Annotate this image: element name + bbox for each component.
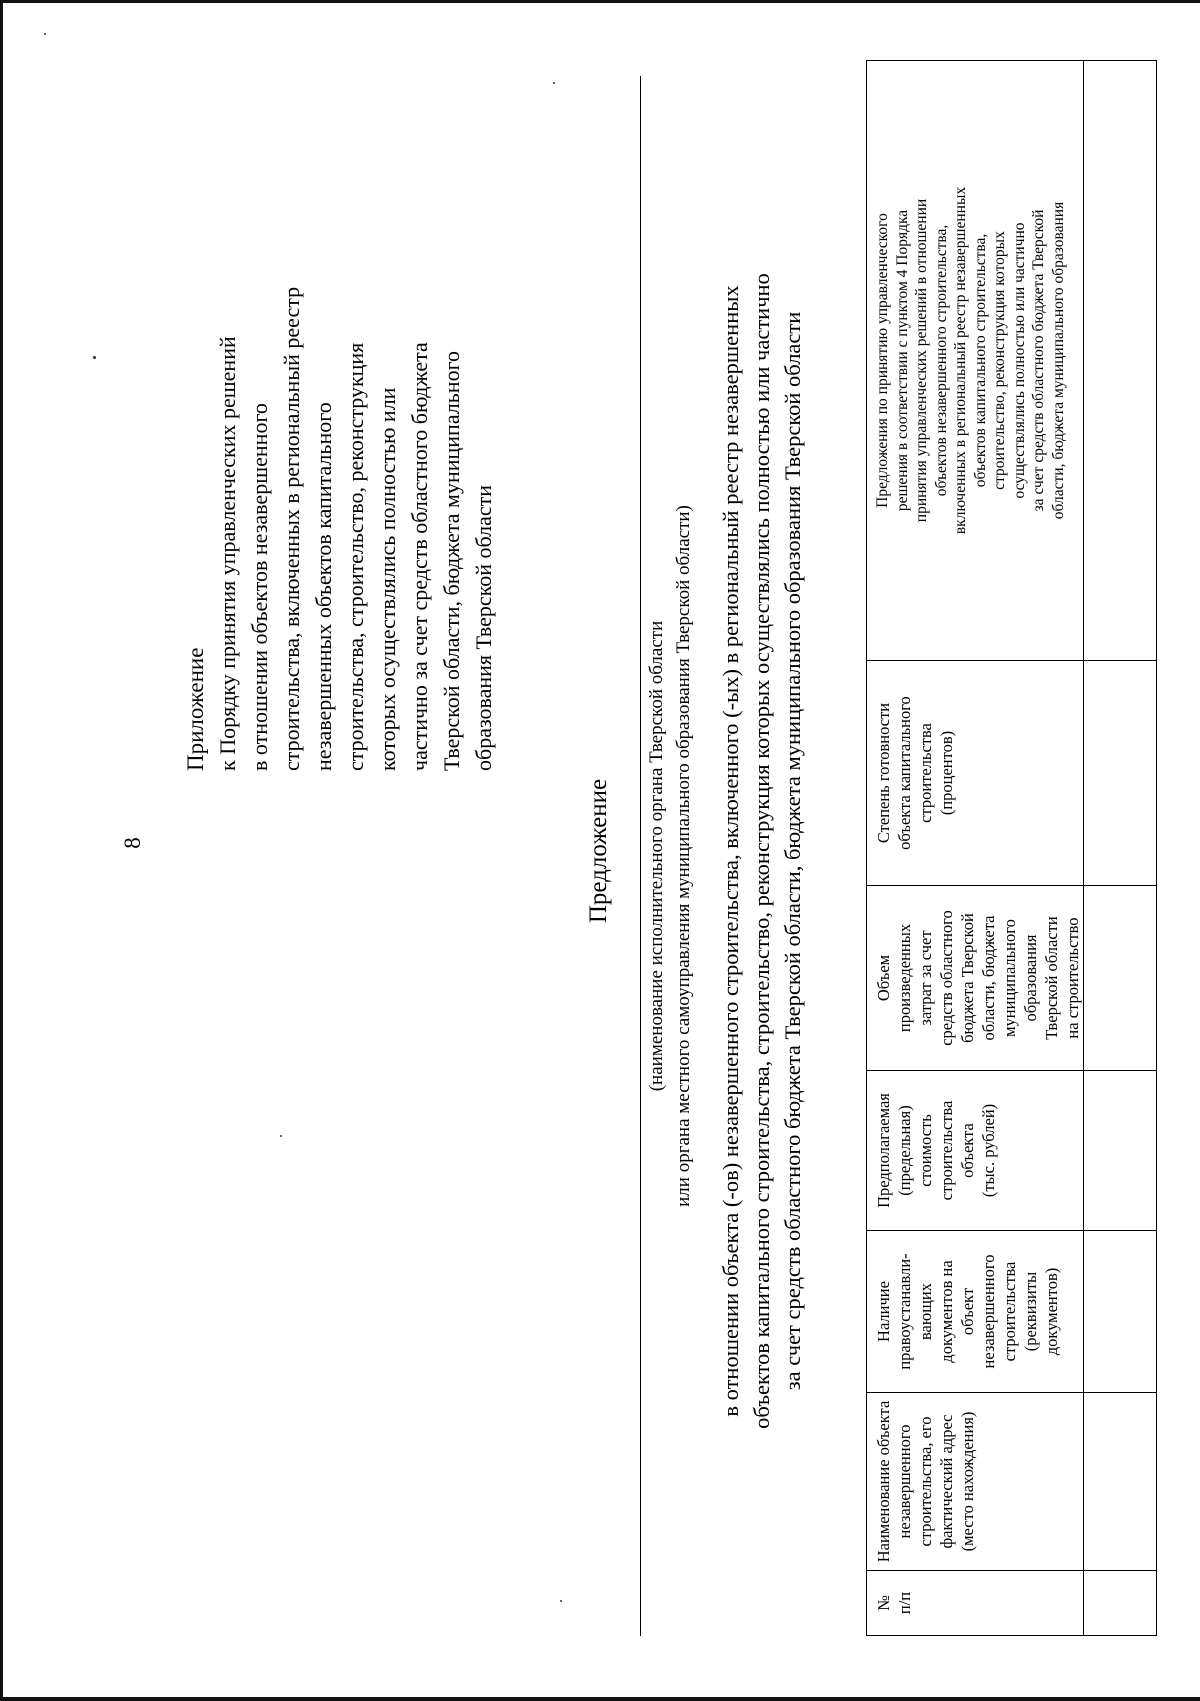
column-header-line: объект [958, 1287, 977, 1336]
appendix-heading: Приложение [183, 647, 208, 771]
column-header-line: документов) [1042, 1267, 1061, 1356]
body-line: в отношении объекта (-ов) незавершенного строительства, включенного (-ых) в региональный реестр незавершенных [718, 285, 743, 1417]
table-cell[interactable] [1084, 1231, 1157, 1393]
column-header-line: (процентов) [937, 730, 956, 816]
column-header-line: незавершенного [895, 1424, 914, 1539]
column-header-line: Наличие [874, 1281, 893, 1342]
appendix-line: которых осуществлялись полностью или [375, 387, 400, 771]
column-header-line: строительства [937, 1100, 956, 1201]
column-header-costs-incurred [867, 886, 1084, 1071]
column-header-line: Наименование объекта [874, 1400, 893, 1563]
column-header-line: муниципального [1000, 919, 1019, 1037]
column-header-line: (предельная) [895, 1105, 914, 1196]
column-header-line: осуществлялись полностью или частично [1010, 222, 1028, 499]
column-header-line: принятия управленческих решений в отношении [913, 198, 930, 523]
column-header-line: Объем [874, 954, 893, 1002]
column-header-line: № [874, 1595, 893, 1611]
column-header-line: Степень готовности [874, 702, 893, 844]
column-header-line: бюджета Тверской [958, 913, 977, 1043]
column-header-proposals [867, 61, 1084, 661]
column-header-line: (реквизиты [1021, 1271, 1040, 1352]
column-header-line: (тыс. рублей) [979, 1103, 998, 1198]
column-header-line: объекта капитального [895, 696, 914, 850]
column-header-line: вающих [916, 1283, 935, 1341]
column-header-estimated-cost [867, 1071, 1084, 1231]
body-line: объектов капитального строительства, строительство, реконструкция которых осуществлялись полностью или частично [749, 273, 774, 1429]
column-header-line: п/п [895, 1591, 914, 1615]
column-header-line: области, бюджета муниципального образования [1049, 201, 1067, 520]
table-cell[interactable] [1084, 1071, 1157, 1231]
column-header-line: Тверской области [1042, 916, 1061, 1040]
column-header-line: на строительство [1063, 917, 1082, 1039]
table-cell[interactable] [1084, 661, 1157, 886]
column-header-line: (место нахождения) [958, 1411, 977, 1552]
column-header-line: Предполагаемая [874, 1093, 893, 1208]
column-header-object-name [867, 1393, 1084, 1571]
org-caption-line: или органа местного самоуправления муниципального образования Тверской области) [673, 505, 694, 1207]
column-header-line: стоимость [916, 1114, 935, 1187]
table-header-row [867, 61, 1084, 1636]
table-cell[interactable] [1084, 886, 1157, 1071]
org-name-caption [643, 76, 697, 1636]
appendix-line: образования Тверской области [471, 484, 496, 771]
column-header-title-documents [867, 1231, 1084, 1393]
column-header-line: Предложения по принятию управленческого [874, 213, 891, 508]
appendix-line: незавершенных объектов капитального [311, 402, 336, 771]
column-header-number [867, 1571, 1084, 1636]
column-header-line: области, бюджета [979, 915, 998, 1041]
document-title: Предложение [585, 778, 612, 924]
appendix-line: строительства, строительство, реконструкция [343, 342, 368, 771]
column-header-line: за счет средств областного бюджета Тверской [1030, 209, 1047, 512]
column-header-line: правоустанавли- [895, 1253, 914, 1370]
proposal-subject-text [715, 56, 808, 1646]
column-header-line: незавершенного [979, 1254, 998, 1369]
page-number: 8 [120, 837, 145, 849]
appendix-block [180, 91, 500, 771]
column-header-line: документов на [937, 1260, 956, 1363]
column-header-line: затрат за счет [916, 930, 935, 1026]
appendix-line: Тверской области, бюджета муниципального [439, 350, 464, 771]
appendix-line: к Порядку принятия управленческих решений [215, 336, 240, 771]
table-cell[interactable] [1084, 1571, 1157, 1636]
org-name-fill-line [640, 76, 641, 1636]
column-header-line: строительства [1000, 1261, 1019, 1362]
column-header-line: произведенных [895, 923, 914, 1033]
column-header-readiness [867, 661, 1084, 886]
column-header-line: строительство, реконструкция которых [991, 231, 1008, 490]
column-header-line: объектов незавершенного строительства, [932, 224, 950, 497]
column-header-line: средств областного [937, 910, 956, 1046]
column-header-line: объекта [958, 1123, 977, 1178]
column-header-line: образования [1021, 934, 1040, 1022]
column-header-line: включенных в региональный реестр незавершенных [952, 186, 969, 535]
column-header-line: решения в соответствии с пунктом 4 Порядка [893, 209, 911, 512]
column-header-line: строительства, его [916, 1416, 935, 1547]
table-cell[interactable] [1084, 61, 1157, 661]
appendix-line: частично за счет средств областного бюджета [407, 342, 432, 771]
appendix-line: строительства, включенных в региональный реестр [279, 286, 304, 771]
column-header-line: объектов капитального строительства, [971, 233, 989, 488]
body-line: за счет средств областного бюджета Тверской области, бюджета муниципального образования Тверской области [780, 311, 805, 1391]
column-header-line: строительства [916, 723, 935, 823]
appendix-line: в отношении объектов незавершенного [247, 403, 272, 771]
table-row [1084, 61, 1157, 1636]
column-header-line: фактический адрес [937, 1414, 956, 1549]
org-caption-line: (наименование исполнительного органа Тверской области [646, 620, 667, 1092]
objects-table [866, 60, 1157, 1636]
table-cell[interactable] [1084, 1393, 1157, 1571]
